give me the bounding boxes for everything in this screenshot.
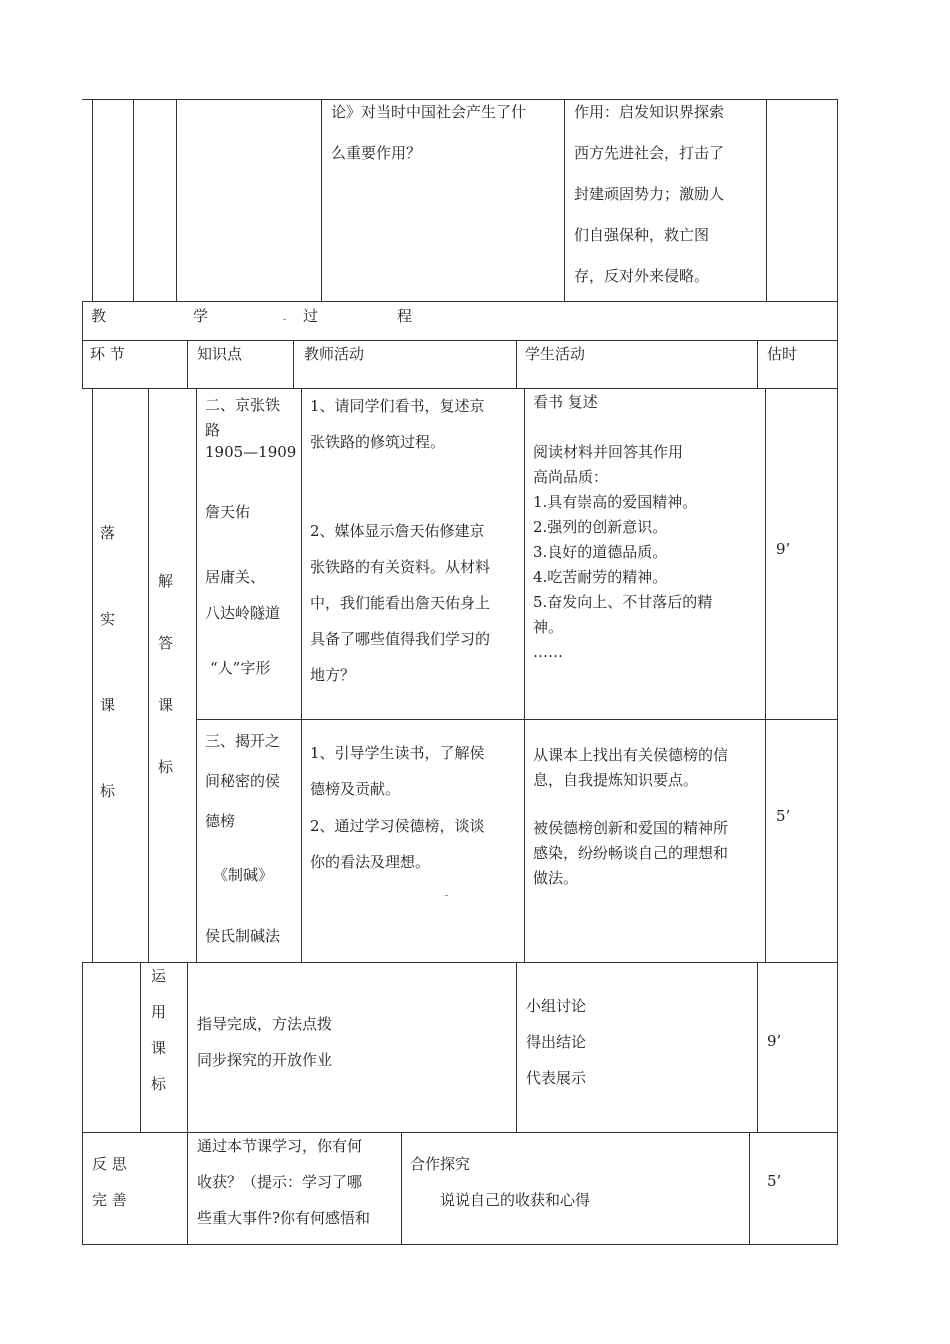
column-header-knowledge: 知识点 [197,345,243,363]
knowledge-text: 通过本节课学习，你有何 收获？（提示：学习了哪 些重大事件?你有何感悟和 [197,1137,371,1227]
scan-mark [445,895,448,896]
knowledge-shape: “人”字形 [210,659,271,677]
table-line [196,388,197,962]
table-line [837,962,838,1133]
column-header-teacher: 教师活动 [304,345,365,363]
table-line [196,719,838,720]
table-line [766,99,767,301]
knowledge-person: 詹天佑 [205,503,251,521]
time-estimate: 5’ [767,1172,782,1190]
table-line [757,340,758,389]
table-line [82,301,838,302]
table-line [757,962,758,1133]
table-line [82,1132,83,1245]
table-line [516,340,517,389]
stage-label: 落 实 课 标 [100,524,116,800]
table-line [187,962,188,1133]
teacher-activity: 指导完成，方法点拨 同步探究的开放作业 [197,1015,333,1069]
student-activity: 阅读材料并回答其作用 高尚品质： 1.具有崇高的爱国精神。 2.强列的创新意识。 3.良好的道德品质。 4.吃苦耐劳的精神。 5.奋发向上、不甘落后的精 神。 …… [533,443,713,661]
teacher-activity: 2、媒体显示詹天佑修建京 张铁路的有关资料。从材料 中，我们能看出詹天佑身上 具备了哪些值得我们学习的 地方？ [310,522,491,684]
time-estimate: 9’ [776,540,791,558]
time-estimate: 5’ [776,807,791,825]
table-line [92,99,93,301]
column-header-time: 估时 [767,345,798,363]
table-line [92,388,93,962]
column-header-student: 学生活动 [525,345,586,363]
table-line [837,388,838,962]
table-line [82,340,838,341]
table-line [516,962,517,1133]
knowledge-book: 《制碱》 [213,866,274,884]
table-line [564,99,565,301]
table-line [82,301,83,389]
student-activity: 小组讨论 得出结论 代表展示 [526,997,587,1087]
table-line [301,388,302,962]
column-header-stage: 环 节 [90,345,125,363]
table-line [82,1244,838,1245]
table-line [837,301,838,389]
table-line [749,1132,750,1245]
scan-mark [283,319,286,320]
teacher-activity: 1、引导学生读书，了解侯 德榜及贡献。 [310,744,485,798]
answer-text: 作用：启发知识界探索 西方先进社会，打击了 封建顽固势力；激励人 们自强保种，救亡图 存，反对外来侵略。 [574,103,725,285]
table-line [140,962,141,1133]
table-line [82,962,838,963]
knowledge-title: 三、揭开之 间秘密的侯 德榜 [205,732,281,830]
process-header-char: 过 [303,307,319,325]
time-estimate: 9’ [767,1032,782,1050]
table-line [837,99,838,301]
table-line [187,340,188,389]
student-activity: 说说自己的收获和心得 [440,1191,591,1209]
table-line [524,388,525,962]
table-line [321,99,322,301]
table-line [187,1132,188,1245]
process-header-char: 程 [397,307,413,325]
student-activity: 被侯德榜创新和爱国的精神所 感染，纷纷畅谈自己的理想和 做法。 [533,819,729,887]
teacher-activity: 2、通过学习侯德榜，谈谈 你的看法及理想。 [310,817,485,871]
table-line [837,1132,838,1245]
student-activity: 看书 复述 [533,393,598,411]
process-header-char: 学 [193,307,209,325]
table-line [401,1132,402,1245]
knowledge-places: 居庸关、 八达岭隧道 [205,568,281,622]
knowledge-method: 侯氏制碱法 [205,927,281,945]
student-activity: 合作探究 [410,1155,471,1173]
table-line [82,1132,838,1133]
process-header-char: 教 [91,307,107,325]
sub-stage-label: 解 答 课 标 [158,572,174,776]
teacher-activity: 1、请同学们看书，复述京 张铁路的修筑过程。 [310,397,485,451]
knowledge-years: 1905—1909 [205,443,297,461]
stage-label: 反 思 完 善 [92,1155,127,1209]
table-line [293,340,294,389]
table-line [148,388,149,962]
student-activity: 从课本上找出有关侯德榜的信 息，自我提炼知识要点。 [533,746,729,789]
question-text: 论》对当时中国社会产生了什 么重要作用？ [331,103,527,162]
sub-stage-label: 运 用 课 标 [151,967,167,1093]
table-line [133,99,134,301]
table-line [765,388,766,962]
table-line [82,962,83,1133]
table-line [176,99,177,301]
knowledge-title: 二、京张铁 路 [205,396,281,439]
